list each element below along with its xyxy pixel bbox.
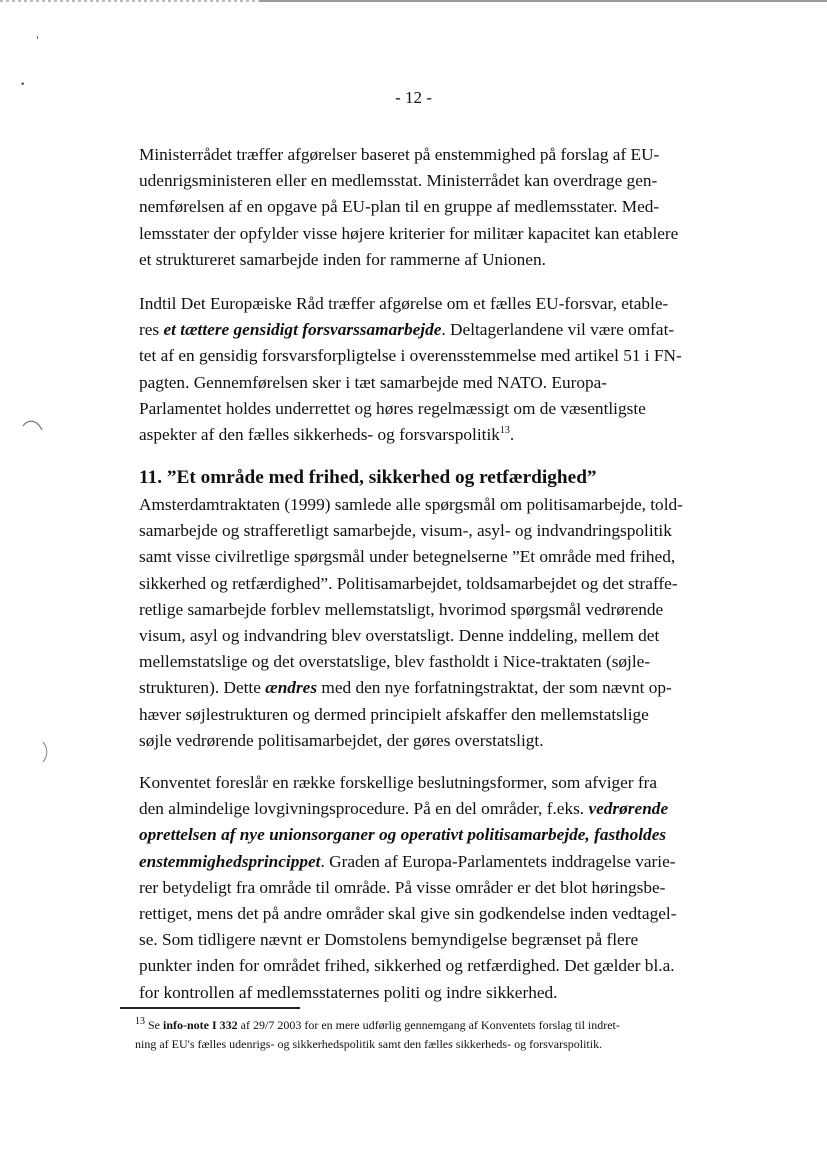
emphasized-text: ændres bbox=[265, 678, 318, 698]
line-text: aspekter af den fælles sikkerheds- og forsvarspolitik bbox=[139, 425, 500, 445]
text-line bbox=[139, 702, 734, 728]
line-text: Parlamentet holdes underrettet og høres regelmæssigt om de væsentligste bbox=[139, 398, 646, 418]
footnote-line-2: ning af EU's fælles udenrigs- og sikkerhedspolitik samt den fælles sikkerheds- og forsvarspolitik. bbox=[135, 1037, 603, 1051]
line-text: retlige samarbejde forblev mellemstatsligt, hvorimod spørgsmål vedrørende bbox=[139, 599, 664, 619]
text-line bbox=[139, 901, 734, 927]
section-heading: 11. ”Et område med frihed, sikkerhed og retfærdighed” bbox=[139, 467, 597, 488]
footnote-divider bbox=[120, 1007, 300, 1009]
text-line bbox=[139, 796, 734, 822]
footnote-marker: 13 bbox=[499, 425, 510, 437]
paragraph-4 bbox=[139, 770, 734, 1006]
line-text: mellemstatslige og det overstatslige, blev fastholdt i Nice-traktaten (søjle- bbox=[139, 652, 651, 672]
text-line bbox=[139, 370, 734, 396]
line-text: Indtil Det Europæiske Råd træffer afgørelse om et fælles EU-forsvar, etable- bbox=[139, 294, 669, 313]
line-text: Amsterdamtraktaten (1999) samlede alle spørgsmål om politisamarbejde, told- bbox=[139, 495, 683, 514]
text-line bbox=[139, 849, 734, 875]
line-text: tet af en gensidig forsvarsforpligtelse i overensstemmelse med artikel 51 i FN- bbox=[139, 346, 682, 366]
line-text: se. Som tidligere nævnt er Domstolens bemyndigelse begrænset på flere bbox=[139, 930, 639, 950]
text-line bbox=[139, 675, 734, 701]
page-number: - 12 - bbox=[395, 88, 432, 107]
paragraph-2 bbox=[139, 291, 734, 448]
line-text: pagten. Gennemførelsen sker i tæt samarbejde med NATO. Europa- bbox=[139, 372, 608, 392]
line-text: Konventet foreslår en række forskellige beslutningsformer, som afviger fra bbox=[139, 773, 658, 792]
paragraph-3 bbox=[139, 492, 734, 754]
text-line bbox=[139, 396, 734, 422]
margin-dot-mark: • bbox=[20, 80, 26, 90]
text-line bbox=[139, 571, 734, 597]
line-text: . Deltagerlandene vil være omfat- bbox=[441, 320, 675, 340]
text-line bbox=[139, 875, 734, 901]
text-line bbox=[139, 649, 734, 675]
text-line bbox=[139, 422, 734, 448]
text-line bbox=[139, 317, 734, 343]
line-text: visum, asyl og indvandring blev overstatsligt. Denne inddeling, mellem det bbox=[139, 626, 660, 646]
line-text: samt visse civilretlige spørgsmål under betegnelserne ”Et område med frihed, bbox=[139, 547, 676, 567]
text-line bbox=[139, 980, 734, 1006]
text-line bbox=[139, 221, 734, 247]
line-text: rer betydeligt fra område til område. På visse områder er det blot høringsbe- bbox=[139, 877, 666, 897]
line-text: punkter inden for området frihed, sikkerhed og retfærdighed. Det gælder bl.a. bbox=[139, 956, 675, 976]
line-text: Ministerrådet træffer afgørelser baseret på enstemmighed på forslag af EU- bbox=[139, 145, 660, 164]
text-line bbox=[139, 953, 734, 979]
line-text: for kontrollen af medlemsstaternes politi og indre sikkerhed. bbox=[139, 982, 558, 1002]
text-line bbox=[139, 492, 734, 518]
text-line bbox=[139, 544, 734, 570]
margin-curl-mark bbox=[22, 418, 44, 432]
text-line bbox=[139, 291, 734, 317]
footnote-line-1: $^{13}$ Se info-note I 332 af 29/7 2003 for en mere udførlig gennemgang af Konventets forslag til indret- bbox=[135, 1016, 620, 1032]
line-text: rettiget, mens det på andre områder skal give sin godkendelse inden vedtagel- bbox=[139, 904, 677, 924]
line-text: . Graden af Europa-Parlamentets inddragelse varie- bbox=[320, 851, 676, 871]
emphasized-text: oprettelsen af nye unionsorganer og operativt politisamarbejde, fastholdes bbox=[139, 825, 667, 845]
line-text: lemsstater der opfylder visse højere kriterier for militær kapacitet kan etablere bbox=[139, 223, 679, 243]
text-line bbox=[139, 822, 734, 848]
text-line bbox=[139, 597, 734, 623]
scan-top-edge-solid bbox=[260, 0, 827, 2]
text-line bbox=[139, 927, 734, 953]
line-text: med den nye forfatningstraktat, der som nævnt op- bbox=[317, 678, 672, 698]
line-text: . bbox=[509, 425, 515, 445]
emphasized-text: et tættere gensidigt forsvarssamarbejde bbox=[163, 320, 442, 340]
line-text: sikkerhed og retfærdighed”. Politisamarbejdet, toldsamarbejdet og det straffe- bbox=[139, 573, 678, 593]
line-text: hæver søjlestrukturen og dermed principielt afskaffer den mellemstatslige bbox=[139, 704, 649, 724]
line-text: udenrigsministeren eller en medlemsstat. Ministerrådet kan overdrage gen- bbox=[139, 171, 658, 191]
text-line bbox=[139, 168, 734, 194]
line-text: res bbox=[139, 320, 164, 340]
line-text: strukturen). Dette bbox=[139, 678, 266, 698]
line-text: et struktureret samarbejde inden for rammerne af Unionen. bbox=[139, 249, 546, 269]
emphasized-text: vedrørende bbox=[588, 799, 669, 819]
text-line bbox=[139, 142, 734, 168]
text-line bbox=[139, 728, 734, 754]
text-line bbox=[139, 194, 734, 220]
emphasized-text: enstemmighedsprincippet bbox=[139, 851, 321, 871]
margin-tick-mark: ' bbox=[36, 34, 40, 47]
text-line bbox=[139, 247, 734, 273]
footnote-reference: info-note I 332 bbox=[163, 1018, 238, 1032]
text-line bbox=[139, 770, 734, 796]
margin-paren-mark bbox=[40, 740, 50, 764]
text-line bbox=[139, 623, 734, 649]
text-line bbox=[139, 518, 734, 544]
line-text: samarbejde og strafferetligt samarbejde, visum-, asyl- og indvandringspolitik bbox=[139, 521, 672, 541]
footnote bbox=[135, 1016, 735, 1054]
text-line bbox=[139, 343, 734, 369]
paragraph-1 bbox=[139, 142, 734, 273]
footnote-number: 13 bbox=[135, 1016, 145, 1027]
line-text: søjle vedrørende politisamarbejdet, der gøres overstatsligt. bbox=[139, 730, 544, 750]
line-text: nemførelsen af en opgave på EU-plan til en gruppe af medlemsstater. Med- bbox=[139, 197, 660, 217]
line-text: den almindelige lovgivningsprocedure. På en del områder, f.eks. bbox=[139, 799, 589, 819]
